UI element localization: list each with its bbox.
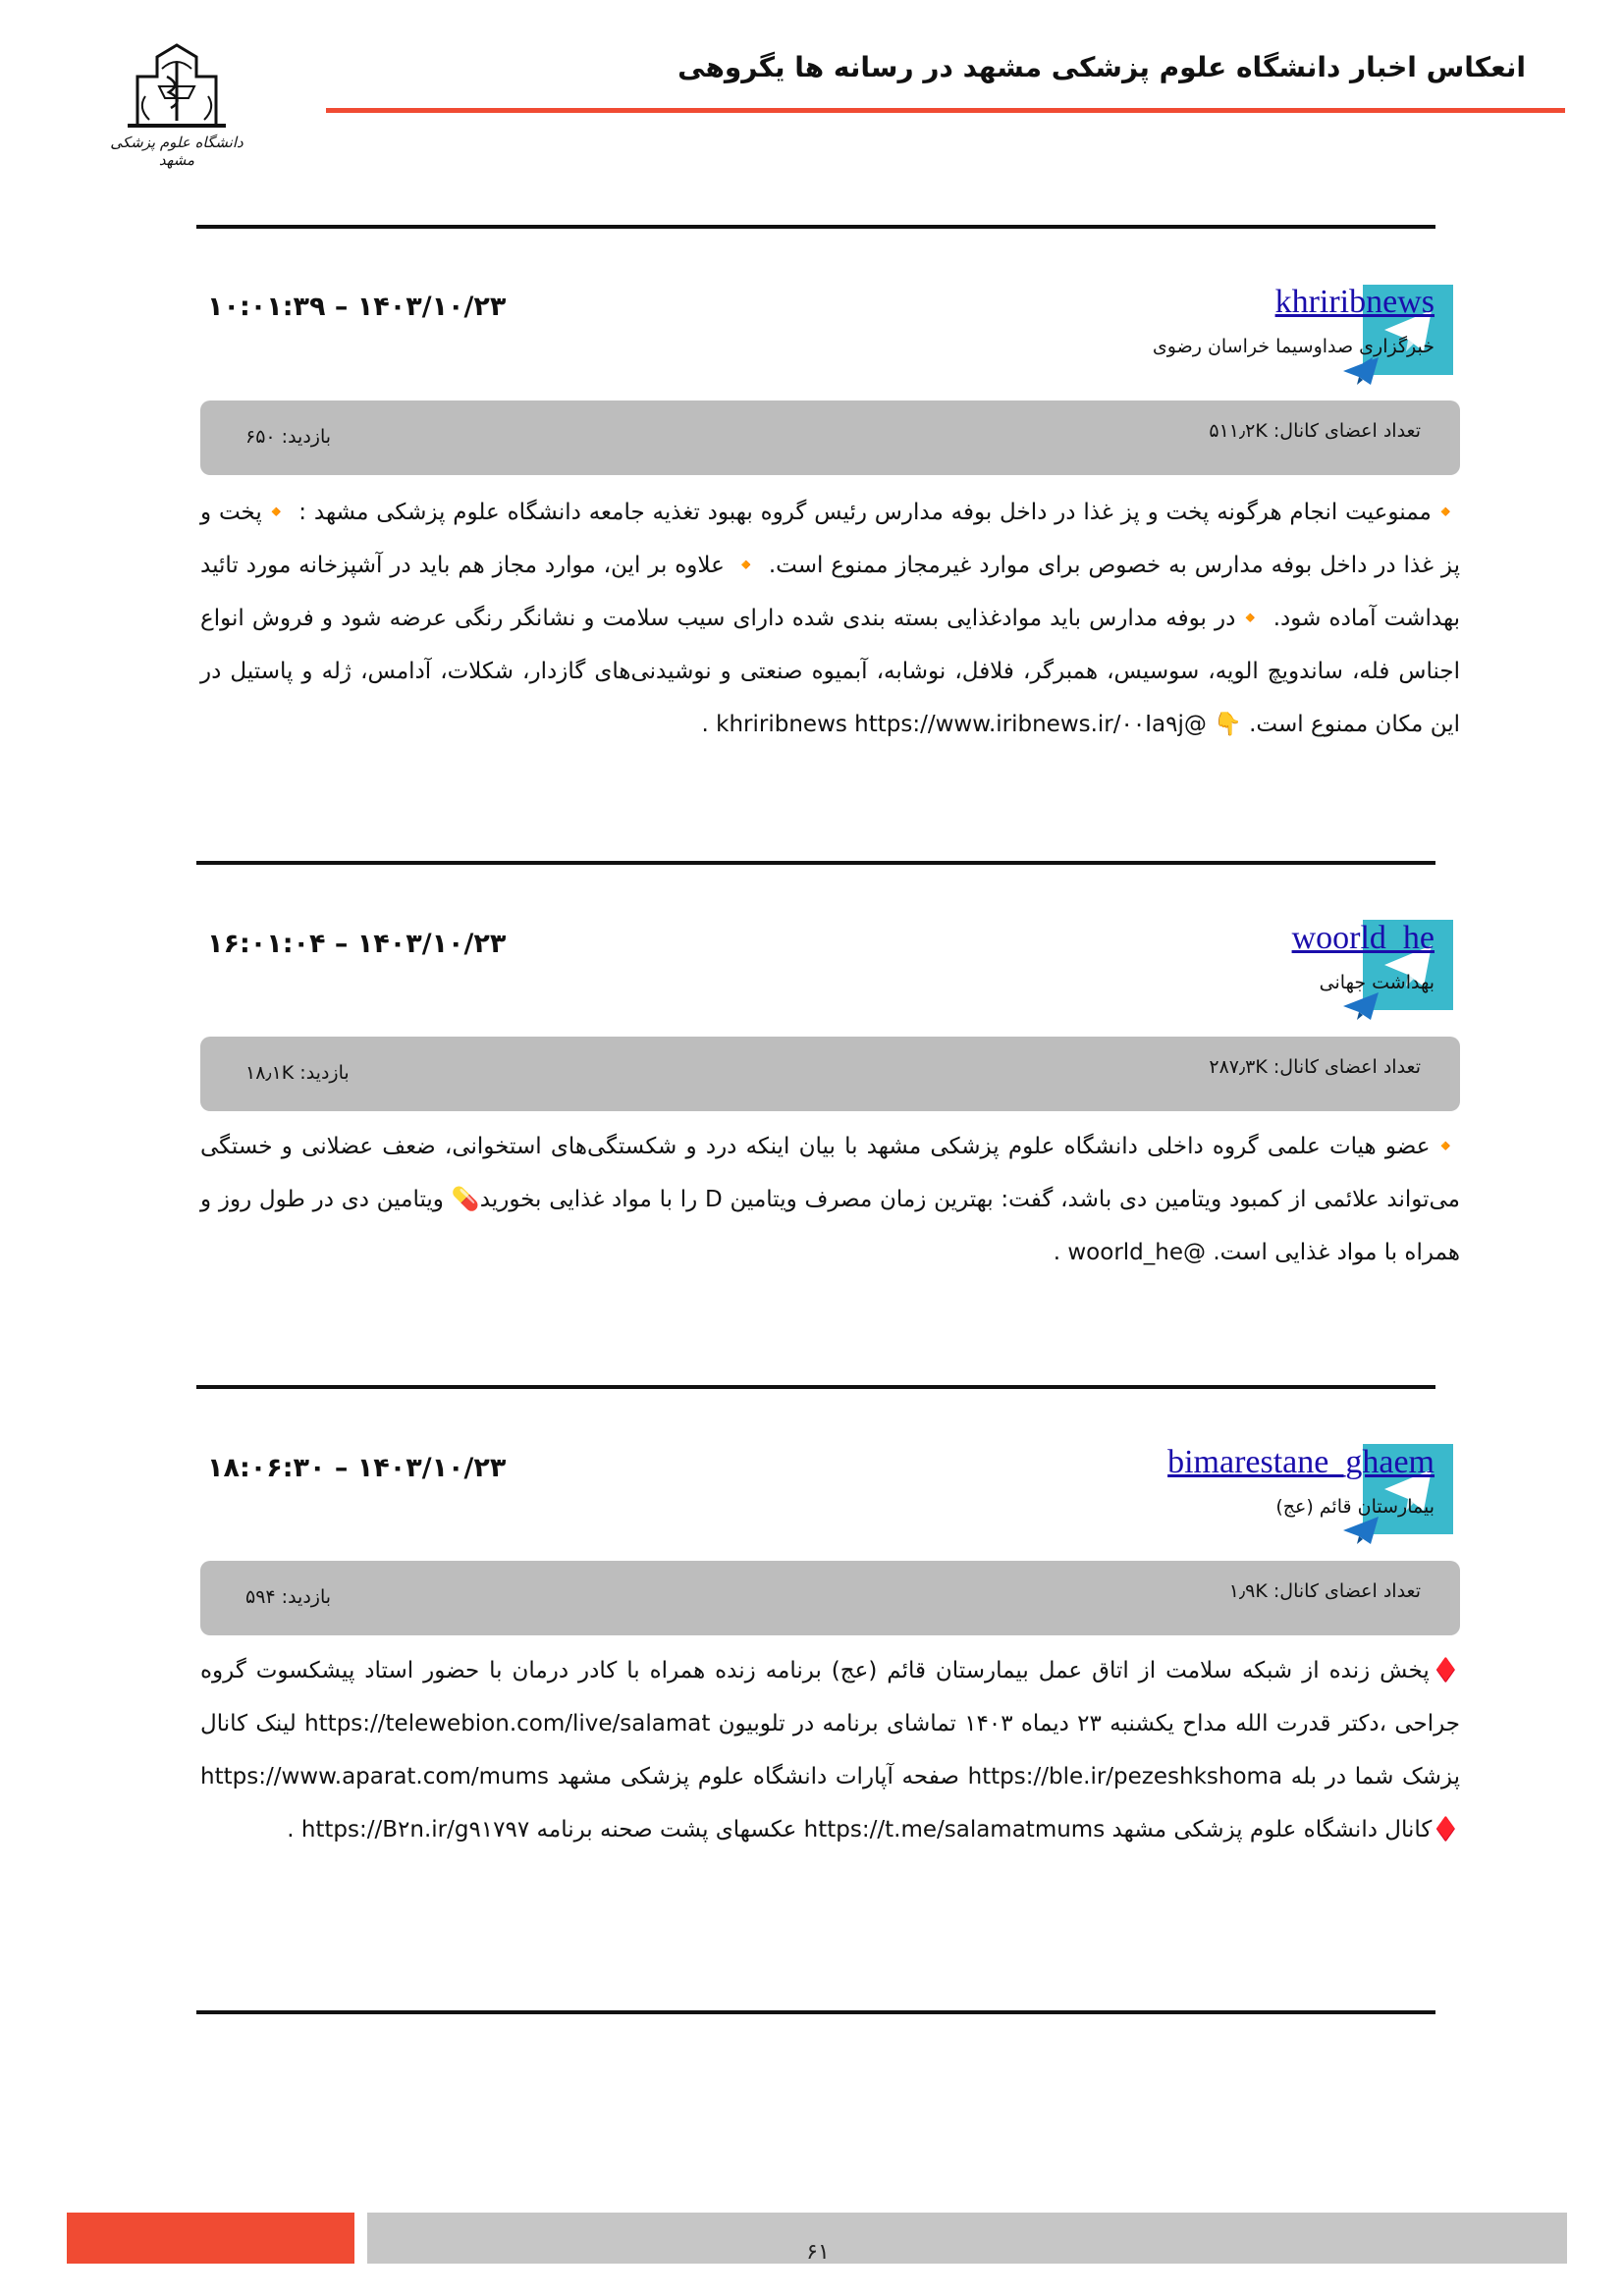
member-count: تعداد اعضای کانال: ۲۸۷٫۳K: [1209, 1056, 1421, 1078]
stats-bar: [200, 400, 1460, 475]
news-entry: [196, 225, 1473, 774]
channel-description: بیمارستان قائم (عج): [1275, 1496, 1435, 1518]
channel-link[interactable]: woorld_he: [1291, 920, 1435, 956]
channel-description: بهداشت جهانی: [1319, 972, 1435, 993]
entry-divider: [196, 225, 1435, 229]
page-title: انعکاس اخبار دانشگاه علوم پزشکی مشهد در رسانه ها یگروهی: [677, 51, 1526, 83]
news-entry: [196, 861, 1473, 1332]
entry-divider: [196, 2010, 1435, 2014]
channel-description: خبرگزاری صداوسیما خراسان رضوی: [1152, 336, 1435, 357]
entry-divider: [196, 861, 1435, 865]
header-divider: [326, 108, 1565, 113]
post-body: ♦️پخش زنده از شبکه سلامت از اتاق عمل بیمارستان قائم (عج) برنامه زنده همراه با کادر درمان با حضور استاد پیشکسوت گروه جراحی ،دکتر قدرت الله مداح یکشنبه ۲۳ دیماه ۱۴۰۳ تماشای برنامه در تلوبیون https://telewebion.com/live/salamat لینک کانال پزشک شما در بله https://ble.ir/pezeshkshoma صفحه آپارات دانشگاه علوم پزشکی مشهد https://www.aparat.com/mums ♦️کانال دانشگاه علوم پزشکی مشهد https://t.me/salamatmums عکسهای پشت صحنه برنامه https://B۲n.ir/g۹۱۷۹۷ .: [200, 1658, 1460, 1842]
telegram-small-icon: [1341, 355, 1380, 387]
post-datetime: ۱۴۰۳/۱۰/۲۳ – ۱۶:۰۱:۰۴: [207, 929, 507, 959]
post-datetime: ۱۴۰۳/۱۰/۲۳ – ۱۸:۰۶:۳۰: [207, 1453, 507, 1483]
telegram-small-icon: [1341, 990, 1380, 1022]
channel-link[interactable]: khriribnews: [1274, 284, 1435, 320]
news-entry: [196, 1385, 1473, 2013]
view-count: بازدید: ۶۵۰: [245, 426, 332, 448]
footer-accent-bar: [67, 2213, 354, 2264]
member-count: تعداد اعضای کانال: ۵۱۱٫۲K: [1209, 420, 1421, 442]
stats-bar: [200, 1561, 1460, 1635]
member-count: تعداد اعضای کانال: ۱٫۹K: [1228, 1580, 1421, 1602]
view-count: بازدید: ۱۸٫۱K: [245, 1062, 350, 1084]
view-count: بازدید: ۵۹۴: [245, 1586, 332, 1608]
post-body: 🔸ممنوعیت انجام هرگونه پخت و پز غذا در داخل بوفه مدارس رئیس گروه بهبود تغذیه جامعه دانشگاه علوم پزشکی مشهد : 🔸پخت و پز غذا در داخل بوفه مدارس به خصوص برای موارد غیرمجاز ممنوع است. 🔸 علاوه بر این، موارد مجاز هم باید در آشپزخانه مورد تائید بهداشت آماده شود. 🔸در بوفه مدارس باید موادغذایی بسته بندی شده دارای سیب سلامت و نشانگر رنگی عرضه شود و فروش انواع اجناس فله، ساندویچ الویه، سوسیس، همبرگر، فلافل، نوشابه، آبمیوه صنعتی و نوشیدنی‌های گازدار، شکلات، آدامس، ژله و پاستیل در این مکان ممنوع است. 👇 @khriribnews https://www.iribnews.ir/۰۰Ia۹j .: [200, 500, 1460, 737]
entry-divider: [196, 1385, 1435, 1389]
footer-bar: [367, 2213, 1567, 2264]
page-number: ۶۱: [806, 2240, 830, 2265]
channel-link[interactable]: bimarestane_ghaem: [1167, 1444, 1435, 1480]
logo-caption: دانشگاه علوم پزشکی مشهد: [110, 133, 244, 169]
stats-bar: [200, 1037, 1460, 1111]
post-datetime: ۱۴۰۳/۱۰/۲۳ – ۱۰:۰۱:۳۹: [207, 292, 507, 322]
post-body: 🔸عضو هیات علمی گروه داخلی دانشگاه علوم پزشکی مشهد با بیان اینکه درد و شکستگی‌های استخوانی، ضعف عضلانی و خستگی می‌تواند علائمی از کمبود ویتامین دی باشد، گفت: بهترین زمان مصرف ویتامین D را با مواد غذایی بخورید💊 ویتامین دی در طول روز و همراه با مواد غذایی است. @woorld_he .: [200, 1134, 1461, 1265]
telegram-small-icon: [1341, 1515, 1380, 1546]
